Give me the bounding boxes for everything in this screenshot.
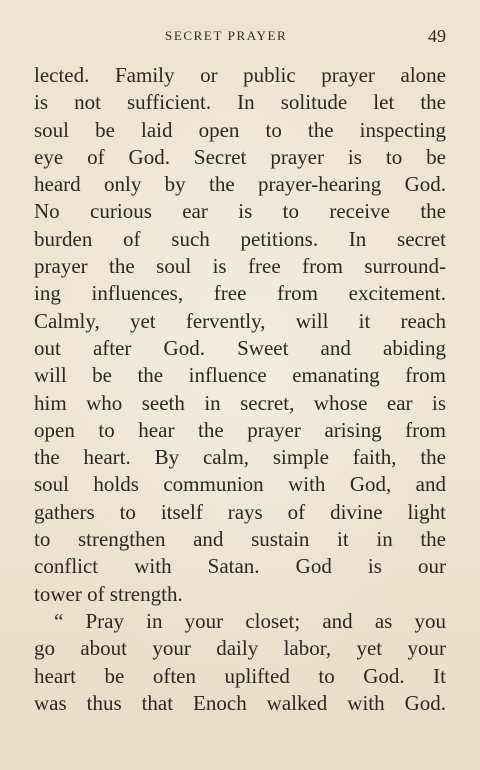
page-number: 49 — [428, 26, 446, 46]
text-line: was thus that Enoch walked with God. — [34, 690, 446, 715]
text-line: No curious ear is to receive the — [34, 199, 446, 224]
text-line: prayer the soul is free from surround- — [34, 254, 446, 279]
text-line: tower of strength. — [34, 581, 183, 606]
text-line: eye of God. Secret prayer is to be — [34, 144, 446, 169]
text-line: soul be laid open to the inspecting — [34, 117, 446, 142]
text-line: heard only by the prayer-hearing God. — [34, 172, 446, 197]
running-header — [0, 28, 480, 48]
text-line: “ Pray in your closet; and as you — [54, 608, 446, 633]
text-line: gathers to itself rays of divine light — [34, 499, 446, 524]
text-line: burden of such petitions. In secret — [34, 226, 446, 251]
text-line: Calmly, yet fervently, will it reach — [34, 308, 446, 333]
text-line: to strengthen and sustain it in the — [34, 527, 446, 552]
text-line: heart be often uplifted to God. It — [34, 663, 446, 688]
text-line: conflict with Satan. God is our — [34, 554, 446, 579]
text-line: open to hear the prayer arising from — [34, 417, 446, 442]
running-title: SECRET PRAYER — [165, 28, 288, 43]
text-line: soul holds communion with God, and — [34, 472, 446, 497]
text-line: lected. Family or public prayer alone — [34, 63, 446, 87]
text-line: is not sufficient. In solitude let the — [34, 90, 446, 115]
text-line: go about your daily labor, yet your — [34, 636, 446, 661]
body-text — [34, 62, 446, 717]
text-line: out after God. Sweet and abiding — [34, 335, 446, 360]
text-line: him who seeth in secret, whose ear is — [34, 390, 446, 415]
text-line: the heart. By calm, simple faith, the — [34, 445, 446, 470]
text-line: will be the influence emanating from — [34, 363, 446, 388]
text-line: ing influences, free from excitement. — [34, 281, 446, 306]
